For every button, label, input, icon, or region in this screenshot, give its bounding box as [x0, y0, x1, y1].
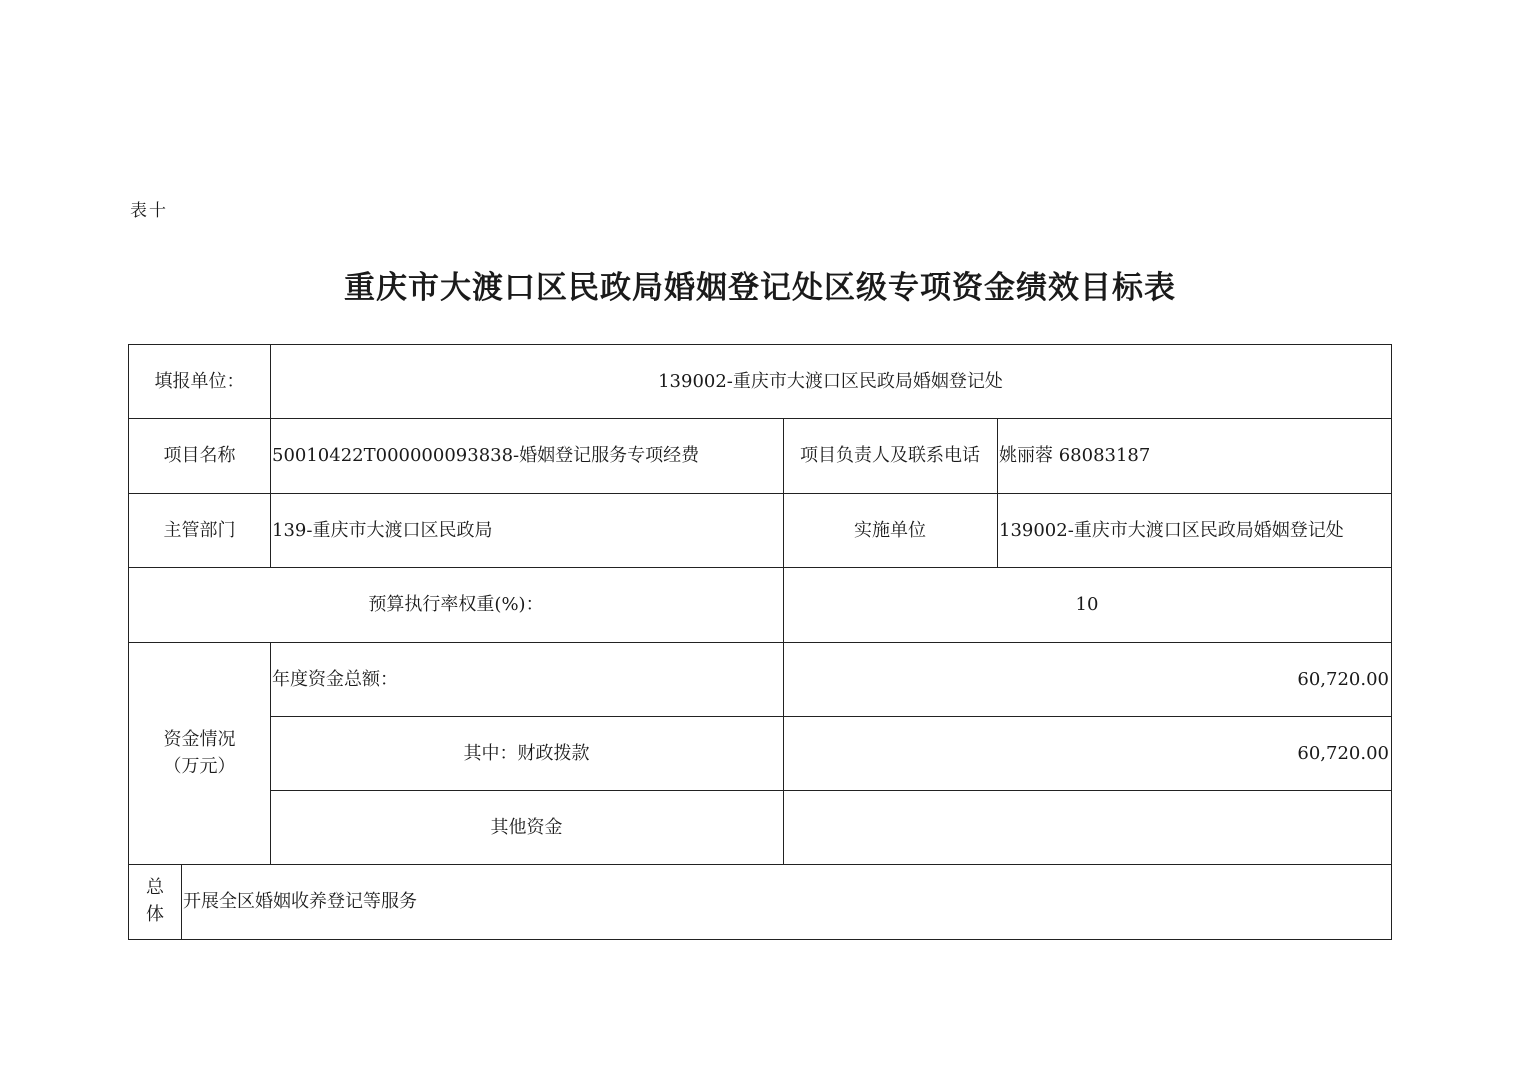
project-name-value: 50010422T000000093838-婚姻登记服务专项经费 [272, 445, 700, 466]
unit-value: 139002-重庆市大渡口区民政局婚姻登记处 [658, 371, 1003, 392]
manager-value: 姚丽蓉 68083187 [999, 445, 1151, 466]
funds-label-line2: （万元） [163, 756, 236, 777]
project-name-label: 项目名称 [163, 445, 236, 466]
annual-total-label: 年度资金总额： [272, 668, 398, 690]
impl-value: 139002-重庆市大渡口区民政局婚姻登记处 [999, 519, 1344, 541]
impl-label: 实施单位 [854, 519, 926, 541]
overall-label [129, 864, 181, 939]
other-funds-value [783, 790, 1391, 864]
unit-label: 填报单位： [154, 371, 245, 392]
fiscal-label: 其中：财政拨款 [463, 742, 590, 764]
performance-target-table [128, 344, 1392, 940]
other-funds-label: 其他资金 [490, 816, 563, 838]
overall-label-line1: 总 [146, 877, 164, 899]
page-title: 重庆市大渡口区民政局婚姻登记处区级专项资金绩效目标表 [344, 270, 1176, 306]
annual-total-value: 60,720.00 [1297, 668, 1389, 690]
overall-label-line2: 体 [146, 903, 164, 925]
manager-label: 项目负责人及联系电话 [800, 445, 980, 466]
funds-label [129, 642, 270, 864]
dept-value: 139-重庆市大渡口区民政局 [272, 519, 493, 541]
funds-label-line1: 资金情况 [163, 729, 236, 750]
fiscal-value: 60,720.00 [1297, 742, 1389, 764]
table-number-label: 表十 [130, 201, 168, 221]
overall-value: 开展全区婚姻收养登记等服务 [183, 891, 417, 912]
dept-label: 主管部门 [163, 519, 236, 541]
weight-label: 预算执行率权重(%)： [368, 594, 544, 615]
weight-value: 10 [1075, 594, 1099, 615]
